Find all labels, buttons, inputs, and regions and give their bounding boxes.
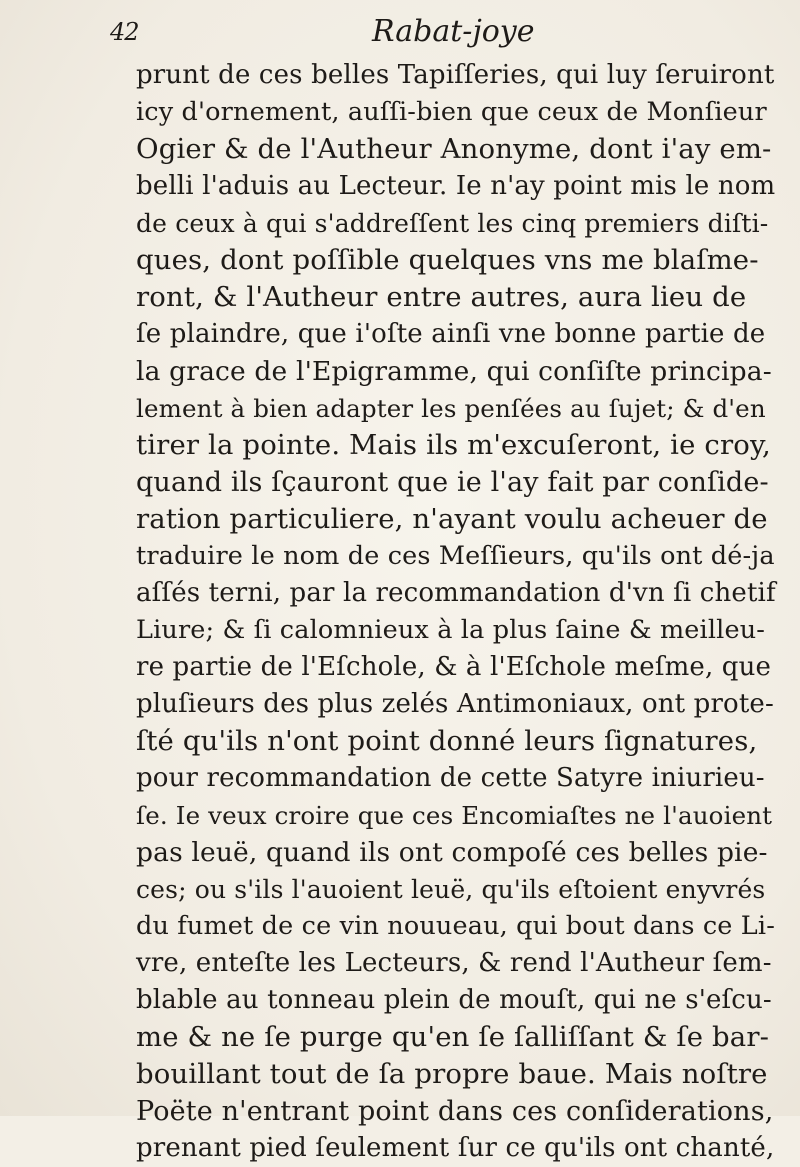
text-line: aſſés terni, par la recommandation d'vn ſi chetif [136,578,776,608]
page-number: 42 [110,18,139,46]
text-line: me & ne ſe purge qu'en ſe ſalliſſant & ſe bar- [136,1021,770,1053]
body-text [136,57,776,1167]
text-line: re partie de l'Eſchole, & à l'Eſchole meſme, que [136,652,771,682]
text-line: icy d'ornement, auſſi-bien que ceux de Monſieur [136,97,767,127]
text-line: du fumet de ce vin nouueau, qui bout dans ce Li- [136,911,775,941]
running-head: Rabat-joye [372,14,535,49]
text-line: tirer la pointe. Mais ils m'excuſeront, ie croy, [136,429,771,461]
text-line: Liure; & ſi calomnieux à la plus ſaine & meilleu- [136,615,766,645]
text-line: lement à bien adapter les penſées au ſujet; & d'en [136,394,766,423]
text-line: bouillant tout de ſa propre baue. Mais noſtre [136,1058,768,1090]
text-line: ques, dont poſſible quelques vns me blaſme- [136,244,759,276]
text-line: la grace de l'Epigramme, qui conſiſte principa- [136,356,772,387]
text-line: ſe. Ie veux croire que ces Encomiaſtes ne l'auoient [136,801,773,830]
text-line: traduire le nom de ces Meſſieurs, qu'ils ont dé-ja [136,541,775,571]
text-line: pas leuë, quand ils ont compoſé ces belles pie- [136,837,768,868]
text-line: pluſieurs des plus zelés Antimoniaux, ont prote- [136,689,774,719]
text-line: quand ils ſçauront que ie l'ay fait par conſide- [136,467,769,498]
text-line: ſté qu'ils n'ont point donné leurs ſignatures, [136,725,758,757]
text-line: vre, enteſte les Lecteurs, & rend l'Autheur ſem- [136,948,772,978]
text-line: Ogier & de l'Autheur Anonyme, dont i'ay em- [136,133,772,165]
text-line: Poëte n'entrant point dans ces conſiderations, [136,1096,774,1127]
text-line: blable au tonneau plein de mouſt, qui ne s'eſcu- [136,985,772,1015]
text-line: ront, & l'Autheur entre autres, aura lieu de [136,281,747,313]
text-line: ces; ou s'ils l'auoient leuë, qu'ils eſtoient enyvrés [136,875,766,904]
text-line: ration particuliere, n'ayant voulu acheuer de [136,503,768,535]
text-line: de ceux à qui s'addreſſent les cinq premiers diſti- [136,209,769,238]
text-line: ſe plaindre, que i'oſte ainſi vne bonne partie de [136,319,766,349]
page-header [0,10,800,54]
text-line: belli l'aduis au Lecteur. Ie n'ay point mis le nom [136,171,776,201]
text-line: pour recommandation de cette Satyre iniurieu- [136,763,765,793]
text-line: prenant pied ſeulement ſur ce qu'ils ont chanté, [136,1133,775,1163]
text-line: prunt de ces belles Tapiſſeries, qui luy ſeruiront [136,60,775,90]
